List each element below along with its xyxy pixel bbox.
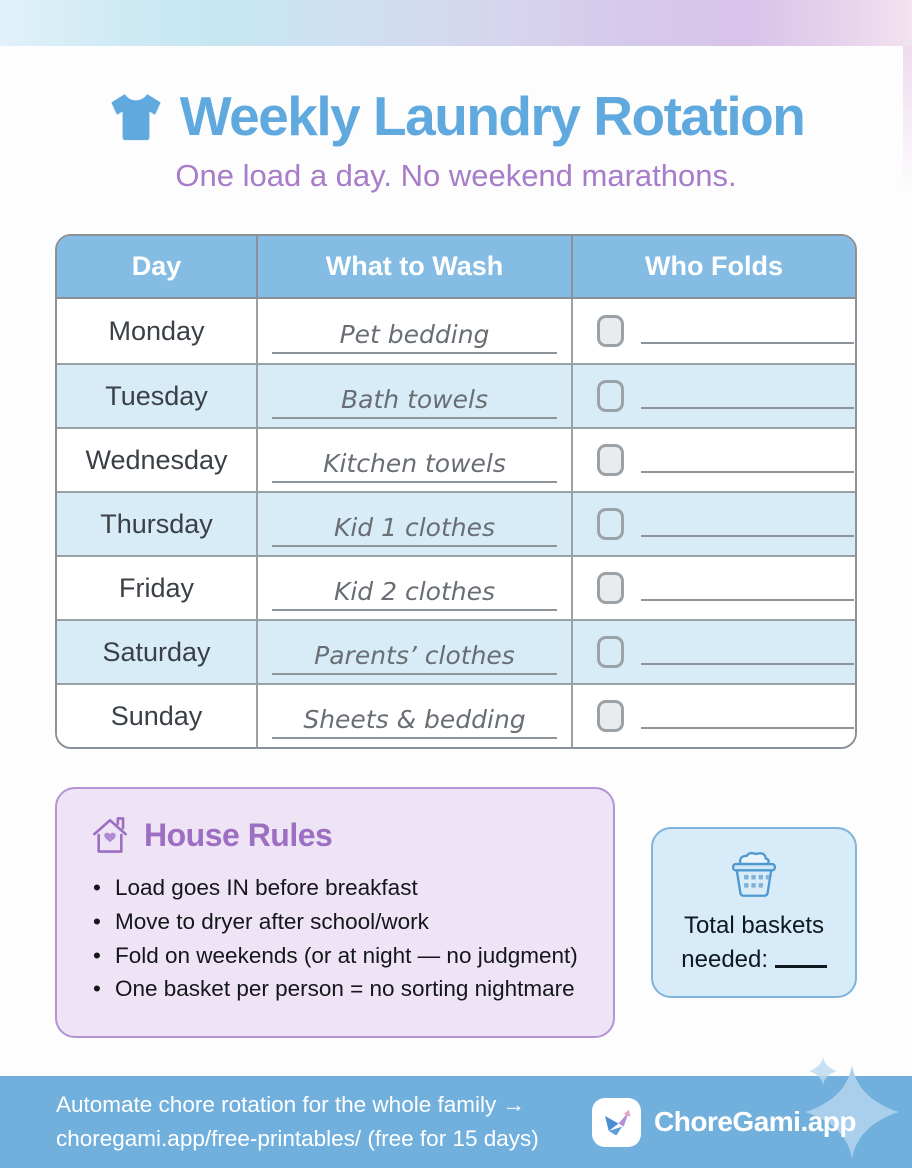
house-heart-icon — [89, 815, 131, 855]
footer-cta-text — [56, 1088, 539, 1156]
total-baskets-text — [667, 909, 841, 976]
wash-entry: Bath towels — [272, 385, 557, 419]
fold-name-line — [641, 342, 854, 344]
fold-checkbox[interactable] — [597, 508, 624, 540]
table-header-row — [57, 236, 855, 299]
day-label: Sunday — [110, 700, 203, 731]
day-label: Monday — [108, 315, 205, 346]
table-row-thursday — [57, 491, 855, 555]
fold-checkbox[interactable] — [597, 700, 624, 732]
fold-name-line — [641, 599, 854, 601]
baskets-line2: needed: — [681, 945, 769, 973]
fold-name-line — [641, 471, 854, 473]
page-header — [0, 84, 912, 148]
fold-checkbox[interactable] — [597, 636, 624, 668]
column-header-day: Day — [131, 251, 182, 281]
fold-checkbox[interactable] — [597, 572, 624, 604]
fold-checkbox[interactable] — [597, 380, 624, 412]
laundry-basket-icon — [667, 849, 841, 899]
fold-name-line — [641, 535, 854, 537]
table-row-tuesday — [57, 363, 855, 427]
day-label: Saturday — [102, 636, 211, 667]
brand-logo-group — [592, 1098, 856, 1147]
house-rule-item: • Move to dryer after school/work — [89, 905, 581, 939]
wash-entry: Kitchen towels — [272, 449, 557, 483]
wash-entry: Parents’ clothes — [272, 641, 557, 675]
house-rule-item: • One basket per person = no sorting nightmare — [89, 972, 581, 1006]
table-row-sunday — [57, 683, 855, 747]
origami-crane-icon — [592, 1098, 641, 1147]
wash-entry: Pet bedding — [272, 320, 557, 354]
wash-entry: Kid 2 clothes — [272, 577, 557, 611]
baskets-line1: Total baskets — [683, 911, 825, 939]
house-rule-item: • Load goes IN before breakfast — [89, 871, 581, 905]
watercolor-band — [0, 0, 912, 46]
fold-name-line — [641, 727, 854, 729]
column-header-who-folds: Who Folds — [571, 236, 855, 297]
fold-name-line — [641, 663, 854, 665]
sparkle-small-icon — [808, 1056, 838, 1091]
house-rules-title: House Rules — [144, 816, 333, 853]
laundry-rotation-table — [55, 234, 857, 749]
wash-entry: Kid 1 clothes — [272, 513, 557, 547]
table-row-friday — [57, 555, 855, 619]
tshirt-icon — [108, 90, 164, 142]
watercolor-edge-tint — [903, 46, 912, 196]
table-row-wednesday — [57, 427, 855, 491]
footer-cta-line1: Automate chore rotation for the whole family → — [56, 1092, 525, 1118]
baskets-count-blank — [775, 965, 827, 968]
fold-checkbox[interactable] — [597, 315, 624, 347]
page-subtitle: One load a day. No weekend marathons. — [175, 158, 737, 193]
fold-checkbox[interactable] — [597, 444, 624, 476]
day-label: Thursday — [100, 508, 213, 539]
day-label: Wednesday — [85, 444, 228, 475]
fold-name-line — [641, 407, 854, 409]
wash-entry: Sheets & bedding — [272, 705, 557, 739]
footer-banner — [0, 1076, 912, 1168]
bottom-section — [55, 787, 857, 1038]
table-row-saturday — [57, 619, 855, 683]
page-title: Weekly Laundry Rotation — [179, 85, 805, 147]
brand-name[interactable]: ChoreGami.app — [654, 1106, 856, 1137]
house-rules-list — [89, 871, 581, 1006]
day-label: Tuesday — [105, 380, 208, 411]
table-row-monday — [57, 299, 855, 363]
footer-cta-line2[interactable]: choregami.app/free-printables/ (free for 15 days) — [56, 1126, 539, 1151]
house-rules-box — [55, 787, 615, 1038]
house-rule-item: • Fold on weekends (or at night — no judgment) — [89, 939, 581, 973]
day-label: Friday — [118, 572, 194, 603]
column-header-what-to-wash: What to Wash — [256, 236, 571, 297]
total-baskets-box — [651, 827, 857, 998]
